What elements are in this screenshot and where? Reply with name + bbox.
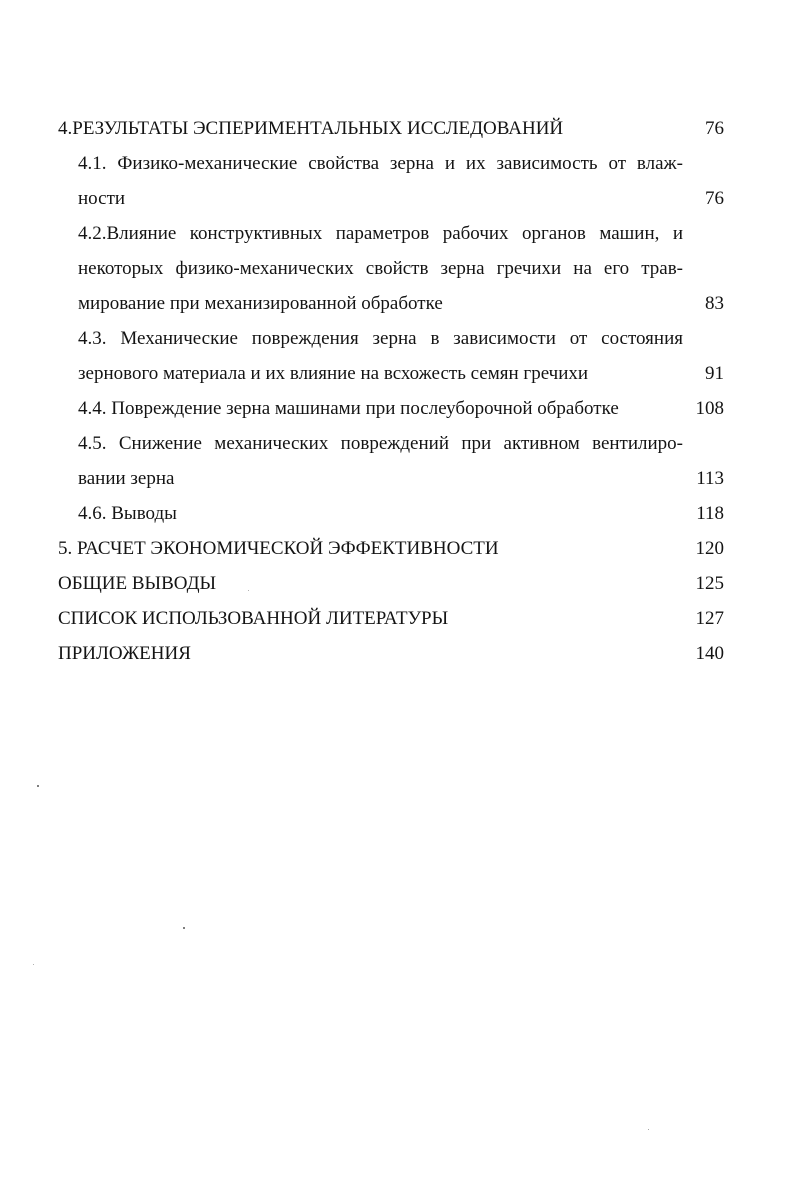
toc-entry-title-line: 4.1. Физико-механические свойства зерна и их зависимость от влаж- (78, 153, 683, 174)
toc-entry-title-line: некоторых физико-механических свойств зерна гречихи на его трав- (78, 258, 683, 279)
toc-entry-title-line: ПРИЛОЖЕНИЯ (58, 643, 191, 664)
toc-entry-title-line: 4.3. Механические повреждения зерна в зависимости от состояния (78, 328, 683, 349)
toc-page-number: 120 (695, 538, 724, 559)
toc-page-number: 91 (705, 363, 724, 384)
toc-entry-title-line: 4.6. Выводы (78, 503, 177, 524)
scan-speck (33, 964, 34, 965)
scan-speck (183, 927, 185, 929)
toc-page-number: 127 (695, 608, 724, 629)
toc-page-number: 140 (695, 643, 724, 664)
toc-entry-title-line: ОБЩИЕ ВЫВОДЫ (58, 573, 217, 594)
toc-entry-title-line: мирование при механизированной обработке (78, 293, 443, 314)
toc-entry-title-line: 4.5. Снижение механических повреждений при активном вентилиро- (78, 433, 683, 454)
scan-speck (648, 1129, 649, 1130)
toc-page-number: 113 (696, 468, 724, 489)
toc-entry-title-line: 4.2.Влияние конструктивных параметров рабочих органов машин, и (78, 223, 683, 244)
toc-entry-title-line: ности (78, 188, 126, 209)
toc-entry-title-line: вании зерна (78, 468, 175, 489)
toc-entry-title-line: зернового материала и их влияние на всхожесть семян гречихи (78, 363, 589, 384)
toc-entry-title-line: 4.4. Повреждение зерна машинами при послеуборочной обработке (78, 398, 619, 419)
toc-entry-title-line: 4.РЕЗУЛЬТАТЫ ЭСПЕРИМЕНТАЛЬНЫХ ИССЛЕДОВАНИЙ (58, 118, 564, 139)
toc-page-number: 83 (705, 293, 724, 314)
scan-speck (37, 785, 39, 787)
toc-page-number: 125 (695, 573, 724, 594)
toc-page-number: 76 (705, 188, 724, 209)
toc-page-number: 108 (695, 398, 724, 419)
toc-entry-title-line: 5. РАСЧЕТ ЭКОНОМИЧЕСКОЙ ЭФФЕКТИВНОСТИ (58, 538, 499, 559)
toc-page-number: 118 (696, 503, 724, 524)
toc-page-number: 76 (705, 118, 724, 139)
toc-entry-title-line: СПИСОК ИСПОЛЬЗОВАННОЙ ЛИТЕРАТУРЫ (58, 608, 449, 629)
scan-speck (248, 590, 249, 591)
